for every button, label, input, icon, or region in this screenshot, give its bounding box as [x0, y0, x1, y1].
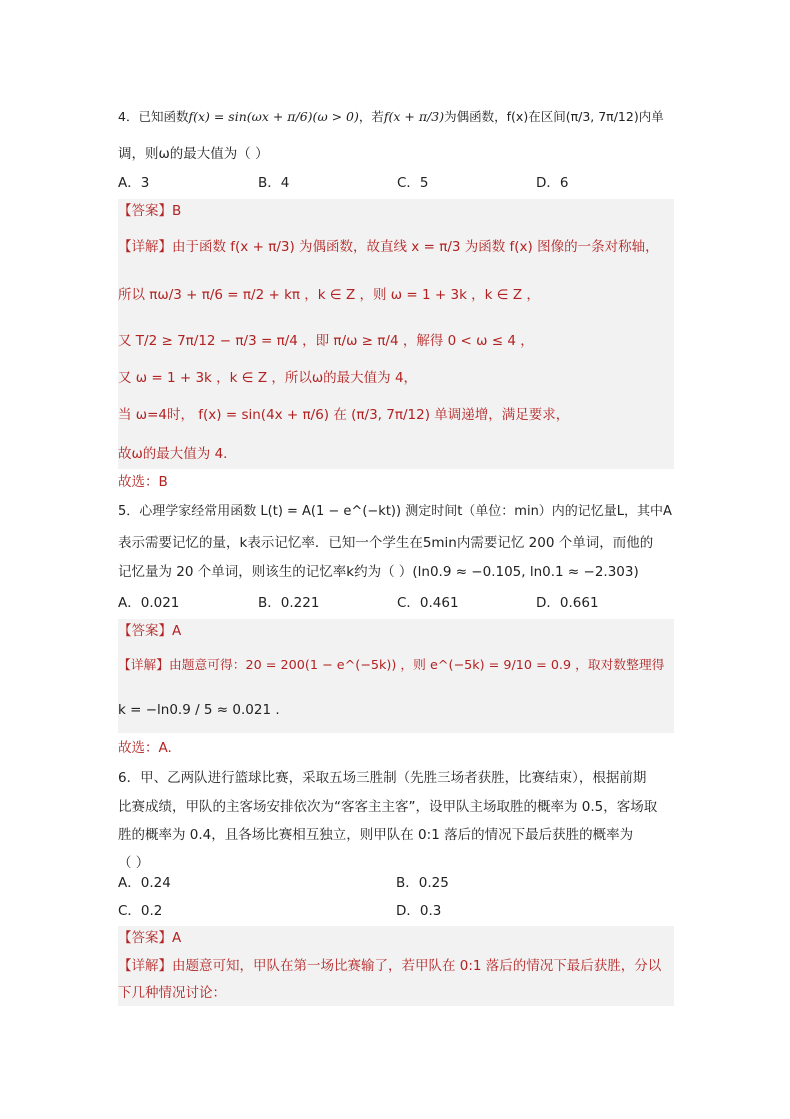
q6-option-a: A．0.24 [118, 875, 171, 891]
q4-function: f(x) = sin(ωx + π/6)(ω > 0) [188, 109, 359, 124]
q4-option-d: D．6 [536, 175, 569, 191]
q4-detail-3: 又 T/2 ≥ 7π/12 − π/3 = π/4 ，即 π/ω ≥ π/4 ，解得 0 < ω ≤ 4 ， [118, 333, 534, 349]
q6-stem-line-1: 6．甲、乙两队进行篮球比赛，采取五场三胜制（先胜三场者获胜，比赛结束），根据前期 [118, 770, 647, 786]
q6-option-d: D．0.3 [396, 903, 442, 919]
q5-option-b: B．0.221 [258, 595, 320, 611]
q6-option-b: B．0.25 [396, 875, 449, 891]
q5-option-d: D．0.661 [536, 595, 599, 611]
q5-stem-line-3: 记忆量为 20 个单词，则该生的记忆率k约为（ ）(ln0.9 ≈ −0.105, ln0.1 ≈ −2.303) [118, 564, 639, 580]
q5-stem-line-2: 表示需要记忆的量，k表示记忆率．已知一个学生在5min内需要记忆 200 个单词，而他的 [118, 535, 654, 551]
q4-stem-text-2: ，若 [358, 109, 384, 124]
q6-stem-line-3: 胜的概率为 0.4，且各场比赛相互独立，则甲队在 0:1 落后的情况下最后获胜的概率为 [118, 827, 634, 843]
q5-option-c: C．0.461 [397, 595, 459, 611]
q5-answer: 【答案】A [118, 623, 182, 639]
q4-stem-text: 4．已知函数 [118, 109, 189, 124]
q6-detail-1: 【详解】由题意可知，甲队在第一场比赛输了，若甲队在 0:1 落后的情况下最后获胜，分以 [118, 958, 662, 974]
q4-shifted-function: f(x + π/3) [383, 109, 445, 124]
q4-detail-4: 又 ω = 1 + 3k ，k ∈ Z ，所以ω的最大值为 4， [118, 370, 418, 386]
q5-option-a: A．0.021 [118, 595, 180, 611]
q5-detail-1: 【详解】由题意可得：20 = 200(1 − e^(−5k)) ，则 e^(−5k) = 9/10 = 0.9 ，取对数整理得 [118, 658, 665, 673]
q4-stem-line-2: 调，则ω的最大值为（ ） [118, 146, 269, 162]
q4-detail-6: 故ω的最大值为 4. [118, 446, 228, 462]
q4-option-b: B．4 [258, 175, 290, 191]
q4-interval: f(x)在区间(π/3, 7π/12)内单 [506, 109, 664, 124]
q4-detail-5: 当 ω=4时， f(x) = sin(4x + π/6) 在 (π/3, 7π/12) 单调递增，满足要求， [118, 407, 570, 423]
q4-detail-2: 所以 πω/3 + π/6 = π/2 + kπ ，k ∈ Z ，则 ω = 1 + 3k ，k ∈ Z ， [118, 287, 540, 303]
q4-option-a: A．3 [118, 175, 150, 191]
q4-option-c: C．5 [397, 175, 429, 191]
q4-stem-text-3: 为偶函数， [444, 109, 507, 124]
q5-choose: 故选：A. [118, 740, 172, 756]
q4-choose: 故选：B [118, 474, 168, 490]
q5-detail-2: k = −ln0.9 / 5 ≈ 0.021 . [118, 702, 280, 718]
q6-stem-line-4: （ ） [118, 855, 150, 871]
q6-stem-line-2: 比赛成绩，甲队的主客场安排依次为“客客主主客”，设甲队主场取胜的概率为 0.5，客场取 [118, 799, 658, 815]
q4-stem-line-1 [118, 106, 674, 128]
q4-detail-1: 【详解】由于函数 f(x + π/3) 为偶函数，故直线 x = π/3 为函数 f(x) 图像的一条对称轴， [118, 239, 659, 255]
q4-answer: 【答案】B [118, 203, 182, 219]
q5-stem-line-1: 5．心理学家经常用函数 L(t) = A(1 − e^(−kt)) 测定时间t（单位：min）内的记忆量L，其中A [118, 504, 672, 519]
q6-detail-2: 下几种情况讨论： [118, 985, 226, 1001]
q6-answer: 【答案】A [118, 930, 182, 946]
q6-option-c: C．0.2 [118, 903, 163, 919]
